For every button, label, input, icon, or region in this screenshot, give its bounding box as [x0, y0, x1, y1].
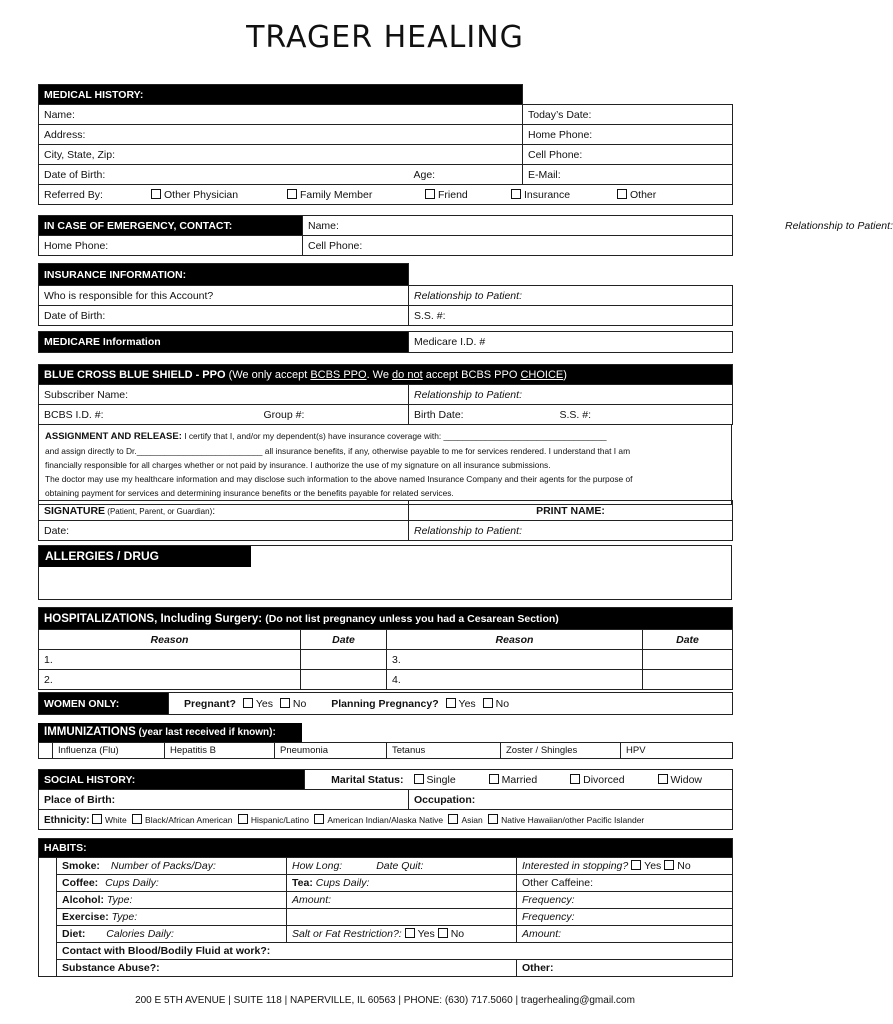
- insurance-dob-field[interactable]: Date of Birth:: [39, 306, 409, 326]
- city-state-zip-field[interactable]: City, State, Zip:: [39, 145, 523, 165]
- eth-american-indian[interactable]: American Indian/Alaska Native: [311, 815, 443, 825]
- checkbox-icon: [151, 189, 161, 199]
- checkbox-icon: [511, 189, 521, 199]
- hospital-reason-4[interactable]: 4.: [387, 670, 643, 690]
- occupation-field[interactable]: Occupation:: [409, 790, 733, 810]
- allergies-header: ALLERGIES / DRUG INTOLERANCE:: [39, 546, 251, 567]
- habits-header: HABITS:: [39, 839, 733, 858]
- age-field[interactable]: Age:: [409, 165, 523, 185]
- immunizations-header: IMMUNIZATIONS (year last received if known):: [38, 723, 302, 742]
- bcbs-relationship-field[interactable]: Relationship to Patient:: [409, 385, 733, 405]
- hospitalizations-header: HOSPITALIZATIONS, Including Surgery: (Do not list pregnancy unless you had a Cesarean Section): [39, 608, 733, 630]
- checkbox-icon: [405, 928, 415, 938]
- emergency-relationship-label: Relationship to Patient:: [785, 219, 893, 232]
- women-only-section: [38, 692, 732, 715]
- checkbox-icon: [287, 189, 297, 199]
- smoke-duration-field[interactable]: How Long: Date Quit:: [287, 858, 517, 875]
- alcohol-field[interactable]: Alcohol: Type:: [57, 892, 287, 909]
- insurance-section: [38, 263, 732, 326]
- checkbox-icon: [488, 814, 498, 824]
- emergency-header: IN CASE OF EMERGENCY, CONTACT:: [39, 216, 303, 236]
- checkbox-icon: [238, 814, 248, 824]
- bcbs-section: [38, 364, 732, 505]
- pregnant-no[interactable]: No: [276, 698, 306, 710]
- checkbox-icon: [483, 698, 493, 708]
- salt-fat-field[interactable]: Salt or Fat Restriction?: Yes No: [287, 926, 517, 943]
- referred-by-row: [39, 185, 733, 205]
- insurance-header: INSURANCE INFORMATION:: [39, 264, 409, 286]
- hospital-date-2[interactable]: [301, 670, 387, 690]
- imm-tetanus[interactable]: Tetanus: [387, 743, 501, 759]
- allergies-field[interactable]: [38, 545, 732, 600]
- subscriber-field[interactable]: Subscriber Name:: [39, 385, 409, 405]
- signature-relationship-field[interactable]: Relationship to Patient:: [409, 521, 733, 541]
- address-field[interactable]: Address:: [39, 125, 523, 145]
- assignment-release-text: ASSIGNMENT AND RELEASE: I certify that I, and/or my dependent(s) have insurance coverage with: ___________________________________ and assign directly to Dr.___________________________ all insurance benefits, if any, otherwise payable to me for services rendered. I understand that I am financially responsible for all charges whether or not paid by insurance. I authorize the use of my signature on all insurance submissions. The doctor may use my healthcare information and may disclose such information to the above named Insurance Company and their agents for the purpose of obtaining payment for services and determining insurance benefits or the benefits payable for related services.: [38, 425, 732, 505]
- checkbox-icon: [448, 814, 458, 824]
- reason-col-header: Reason: [39, 630, 301, 650]
- emergency-name-field[interactable]: Name: Relationship to Patient:: [303, 216, 733, 236]
- cell-phone-field[interactable]: Cell Phone:: [523, 145, 733, 165]
- birth-date-field[interactable]: Birth Date:: [409, 405, 555, 425]
- immunizations-section: [38, 723, 732, 759]
- referred-by-label: Referred By:: [44, 188, 103, 201]
- responsible-field[interactable]: Who is responsible for this Account?: [39, 286, 409, 306]
- checkbox-icon: [617, 189, 627, 199]
- emergency-section: [38, 215, 893, 256]
- date-col-header-2: Date: [643, 630, 733, 650]
- signature-date-field[interactable]: Date:: [39, 521, 409, 541]
- bcbs-header: BLUE CROSS BLUE SHIELD - PPO (We only accept BCBS PPO. We do not accept BCBS PPO CHOICE): [39, 365, 733, 385]
- imm-hpv[interactable]: HPV: [621, 743, 733, 759]
- ref-other-physician[interactable]: Other Physician: [151, 189, 238, 201]
- emergency-home-phone-field[interactable]: Home Phone:: [39, 236, 303, 256]
- tea-field[interactable]: Tea: Cups Daily:: [287, 875, 517, 892]
- marital-married[interactable]: Married: [489, 774, 538, 786]
- diet-amount-field[interactable]: Amount:: [517, 926, 733, 943]
- smoke-interested-field[interactable]: Interested in stopping? Yes No: [517, 858, 733, 875]
- substance-abuse-field[interactable]: Substance Abuse?:: [57, 960, 517, 977]
- checkbox-icon: [631, 860, 641, 870]
- bcbs-ss-field[interactable]: S.S. #:: [555, 405, 733, 425]
- ref-friend[interactable]: Friend: [425, 189, 468, 201]
- ref-insurance[interactable]: Insurance: [511, 189, 570, 201]
- allergies-section: [38, 545, 732, 600]
- marital-single[interactable]: Single: [414, 774, 456, 786]
- eth-native-hawaiian[interactable]: Native Hawaiian/other Pacific Islander: [485, 815, 644, 825]
- eth-white[interactable]: White: [92, 815, 127, 825]
- checkbox-icon: [489, 774, 499, 784]
- bcbs-id-field[interactable]: BCBS I.D. #:: [39, 405, 259, 425]
- footer-address: 200 E 5TH AVENUE | SUITE 118 | NAPERVILLE, IL 60563 | PHONE: (630) 717.5060 | tragerhealing@gmail.com: [135, 995, 635, 1006]
- medicare-id-field[interactable]: Medicare I.D. #: [409, 332, 733, 353]
- eth-hispanic[interactable]: Hispanic/Latino: [235, 815, 309, 825]
- eth-asian[interactable]: Asian: [445, 815, 482, 825]
- checkbox-icon: [446, 698, 456, 708]
- home-phone-field[interactable]: Home Phone:: [523, 125, 733, 145]
- checkbox-icon: [243, 698, 253, 708]
- emergency-cell-phone-field[interactable]: Cell Phone:: [303, 236, 733, 256]
- dob-field[interactable]: Date of Birth:: [39, 165, 409, 185]
- planning-no[interactable]: No: [479, 698, 509, 710]
- signature-field[interactable]: SIGNATURE (Patient, Parent, or Guardian):: [39, 501, 409, 521]
- hospital-date-4[interactable]: [643, 670, 733, 690]
- hospitalizations-section: [38, 607, 732, 690]
- group-field[interactable]: Group #:: [259, 405, 409, 425]
- social-history-section: [38, 769, 732, 830]
- coffee-field[interactable]: Coffee: Cups Daily:: [57, 875, 287, 892]
- reason-col-header-2: Reason: [387, 630, 643, 650]
- pregnant-yes[interactable]: Yes: [239, 698, 273, 710]
- insurance-ss-field[interactable]: S.S. #:: [409, 306, 733, 326]
- hospital-reason-2[interactable]: 2.: [39, 670, 301, 690]
- email-field[interactable]: E-Mail:: [523, 165, 733, 185]
- insurance-relationship-field[interactable]: Relationship to Patient:: [409, 286, 733, 306]
- checkbox-icon: [664, 860, 674, 870]
- name-field[interactable]: Name:: [39, 105, 523, 125]
- imm-pneumonia[interactable]: Pneumonia: [275, 743, 387, 759]
- checkbox-icon: [280, 698, 290, 708]
- checkbox-icon: [425, 189, 435, 199]
- checkbox-icon: [570, 774, 580, 784]
- other-caffeine-field[interactable]: Other Caffeine:: [517, 875, 733, 892]
- checkbox-icon: [92, 814, 102, 824]
- place-of-birth-field[interactable]: Place of Birth:: [39, 790, 409, 810]
- signature-section: [38, 500, 732, 541]
- smoke-field[interactable]: Smoke: Number of Packs/Day:: [57, 858, 287, 875]
- medical-history-header: MEDICAL HISTORY:: [39, 85, 523, 105]
- imm-hepatitis-b[interactable]: Hepatitis B: [165, 743, 275, 759]
- marital-divorced[interactable]: Divorced: [570, 774, 624, 786]
- checkbox-icon: [314, 814, 324, 824]
- women-only-header: WOMEN ONLY:: [39, 693, 169, 715]
- checkbox-icon: [438, 928, 448, 938]
- marital-status-label: Marital Status:: [305, 770, 409, 790]
- print-name-field[interactable]: PRINT NAME:: [409, 501, 733, 521]
- exercise-frequency-field[interactable]: Frequency:: [517, 909, 733, 926]
- marital-widow[interactable]: Widow: [658, 774, 703, 786]
- diet-field[interactable]: Diet: Calories Daily:: [57, 926, 287, 943]
- marital-status-row: [409, 770, 733, 790]
- checkbox-icon: [132, 814, 142, 824]
- checkbox-icon: [658, 774, 668, 784]
- form-title: TRAGER HEALING: [246, 20, 524, 55]
- ref-other[interactable]: Other: [617, 189, 656, 201]
- hospital-reason-1[interactable]: 1.: [39, 650, 301, 670]
- ref-family-member[interactable]: Family Member: [287, 189, 372, 201]
- social-history-header: SOCIAL HISTORY:: [39, 770, 305, 790]
- todays-date-field[interactable]: Today’s Date:: [523, 105, 733, 125]
- medicare-header: MEDICARE Information: [39, 332, 409, 353]
- ethnicity-row: Ethnicity: White Black/African American Hispanic/Latino American Indian/Alaska Native Asian Native Hawaiian/other Pacific Islander: [39, 810, 733, 830]
- checkbox-icon: [414, 774, 424, 784]
- hospital-date-3[interactable]: [643, 650, 733, 670]
- women-only-row: Pregnant? Yes No Planning Pregnancy? Yes No: [169, 693, 733, 715]
- habits-other-field[interactable]: Other:: [517, 960, 733, 977]
- imm-influenza[interactable]: Influenza (Flu): [53, 743, 165, 759]
- medicare-section: [38, 331, 732, 353]
- date-col-header: Date: [301, 630, 387, 650]
- medical-history-section: [38, 84, 732, 205]
- imm-zoster[interactable]: Zoster / Shingles: [501, 743, 621, 759]
- alcohol-amount-field[interactable]: Amount:: [287, 892, 517, 909]
- exercise-field[interactable]: Exercise: Type:: [57, 909, 287, 926]
- blood-contact-field[interactable]: Contact with Blood/Bodily Fluid at work?:: [57, 943, 733, 960]
- hospital-date-1[interactable]: [301, 650, 387, 670]
- planning-yes[interactable]: Yes: [442, 698, 476, 710]
- eth-black[interactable]: Black/African American: [129, 815, 232, 825]
- hospital-reason-3[interactable]: 3.: [387, 650, 643, 670]
- alcohol-frequency-field[interactable]: Frequency:: [517, 892, 733, 909]
- habits-section: [38, 838, 732, 977]
